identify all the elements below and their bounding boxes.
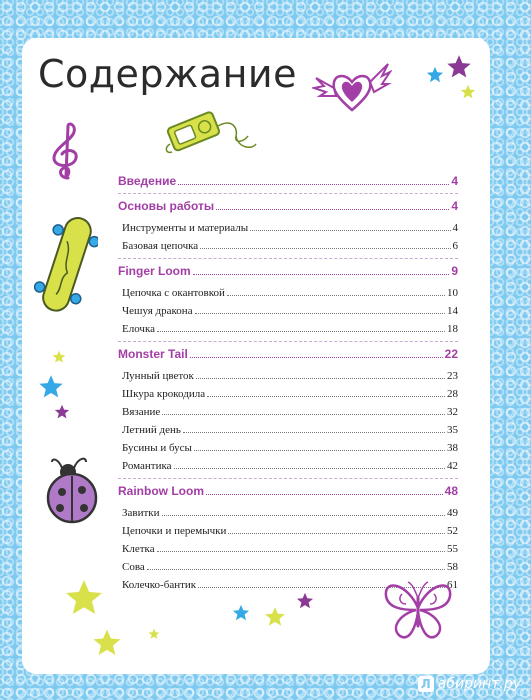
page-title: Содержание <box>38 52 297 96</box>
toc-label: Monster Tail <box>118 347 188 361</box>
toc-label: Введение <box>118 174 177 188</box>
toc-entry[interactable] <box>118 284 458 302</box>
section-divider <box>118 341 458 342</box>
dot-leader <box>228 533 445 534</box>
dot-leader <box>207 396 445 397</box>
star-icon <box>148 628 160 640</box>
dot-leader <box>190 357 443 358</box>
toc-section[interactable] <box>118 482 458 500</box>
heart-wings-icon <box>312 58 392 120</box>
toc-entry[interactable] <box>118 302 458 320</box>
section-divider <box>118 478 458 479</box>
star-icon <box>54 404 70 420</box>
star-icon <box>264 606 286 628</box>
star-icon <box>232 604 250 622</box>
dot-leader <box>157 331 445 332</box>
star-icon <box>446 54 472 80</box>
toc-page-number: 28 <box>447 388 458 400</box>
skateboard-icon <box>34 212 98 316</box>
dot-leader <box>200 248 450 249</box>
dot-leader <box>195 313 445 314</box>
treble-clef-icon <box>48 120 84 182</box>
dot-leader <box>162 515 445 516</box>
toc-label: Цепочки и перемычки <box>122 525 227 537</box>
toc-page-number: 58 <box>447 561 458 573</box>
butterfly-icon <box>378 574 458 644</box>
section-divider <box>118 193 458 194</box>
toc-entry[interactable] <box>118 522 458 540</box>
dot-leader <box>196 378 445 379</box>
toc-label: Finger Loom <box>118 264 191 278</box>
toc-label: Rainbow Loom <box>118 484 204 498</box>
toc-section[interactable] <box>118 262 458 280</box>
section-divider <box>118 258 458 259</box>
star-icon <box>38 374 64 400</box>
toc-label: Бусины и бусы <box>122 442 192 454</box>
toc-entry[interactable] <box>118 439 458 457</box>
star-icon <box>52 350 66 364</box>
dot-leader <box>157 551 445 552</box>
toc-label: Цепочка с окантовкой <box>122 287 225 299</box>
toc-label: Завитки <box>122 507 160 519</box>
dot-leader <box>178 184 449 185</box>
dot-leader <box>194 450 445 451</box>
toc-page-number: 18 <box>447 323 458 335</box>
toc-page-number: 32 <box>447 406 458 418</box>
watermark-text: абиринт.ру <box>437 676 521 692</box>
toc-page-number: 61 <box>447 579 458 591</box>
toc-page-number: 38 <box>447 442 458 454</box>
dot-leader <box>183 432 445 433</box>
toc-label: Лунный цветок <box>122 370 194 382</box>
mp3-player-icon <box>162 108 262 158</box>
toc-entry[interactable] <box>118 237 458 255</box>
toc-page-number: 4 <box>452 222 458 234</box>
ladybug-icon <box>40 454 106 526</box>
toc-label: Колечко-бантик <box>122 579 197 591</box>
toc-label: Вязание <box>122 406 161 418</box>
star-icon <box>460 84 476 100</box>
toc-page-number: 4 <box>451 174 458 188</box>
watermark-logo <box>418 676 521 692</box>
toc-label: Основы работы <box>118 199 215 213</box>
toc-label: Клетка <box>122 543 155 555</box>
toc-page-number: 42 <box>447 460 458 472</box>
toc-page-number: 55 <box>447 543 458 555</box>
toc-section[interactable] <box>118 172 458 190</box>
toc-entry[interactable] <box>118 385 458 403</box>
toc-section[interactable] <box>118 197 458 215</box>
toc-page-number: 52 <box>447 525 458 537</box>
toc-page-number: 35 <box>447 424 458 436</box>
dot-leader <box>227 295 445 296</box>
toc-page-number: 22 <box>444 347 458 361</box>
toc-page-number: 49 <box>447 507 458 519</box>
toc-entry[interactable] <box>118 540 458 558</box>
table-of-contents <box>118 172 458 594</box>
toc-label: Сова <box>122 561 145 573</box>
toc-entry[interactable] <box>118 457 458 475</box>
dot-leader <box>147 569 445 570</box>
toc-page-number: 48 <box>444 484 458 498</box>
toc-label: Романтика <box>122 460 172 472</box>
toc-page-number: 6 <box>452 240 458 252</box>
toc-page-number: 9 <box>451 264 458 278</box>
toc-entry[interactable] <box>118 367 458 385</box>
toc-entry[interactable] <box>118 320 458 338</box>
toc-label: Чешуя дракона <box>122 305 193 317</box>
star-icon <box>92 628 122 658</box>
toc-entry[interactable] <box>118 403 458 421</box>
toc-page-number: 10 <box>447 287 458 299</box>
star-icon <box>426 66 444 84</box>
star-icon <box>296 592 314 610</box>
toc-page-number: 14 <box>447 305 458 317</box>
toc-label: Инструменты и материалы <box>122 222 249 234</box>
toc-page-number: 4 <box>451 199 458 213</box>
dot-leader <box>250 230 450 231</box>
dot-leader <box>193 274 450 275</box>
toc-section[interactable] <box>118 345 458 363</box>
dot-leader <box>206 494 443 495</box>
watermark-mark: Л <box>418 676 434 692</box>
dot-leader <box>174 468 445 469</box>
toc-page-number: 23 <box>447 370 458 382</box>
toc-label: Шкура крокодила <box>122 388 206 400</box>
toc-entry[interactable] <box>118 219 458 237</box>
dot-leader <box>216 209 449 210</box>
toc-label: Базовая цепочка <box>122 240 199 252</box>
toc-label: Елочка <box>122 323 156 335</box>
star-icon <box>64 578 104 618</box>
toc-entry[interactable] <box>118 421 458 439</box>
toc-entry[interactable] <box>118 504 458 522</box>
toc-label: Летний день <box>122 424 181 436</box>
dot-leader <box>162 414 445 415</box>
